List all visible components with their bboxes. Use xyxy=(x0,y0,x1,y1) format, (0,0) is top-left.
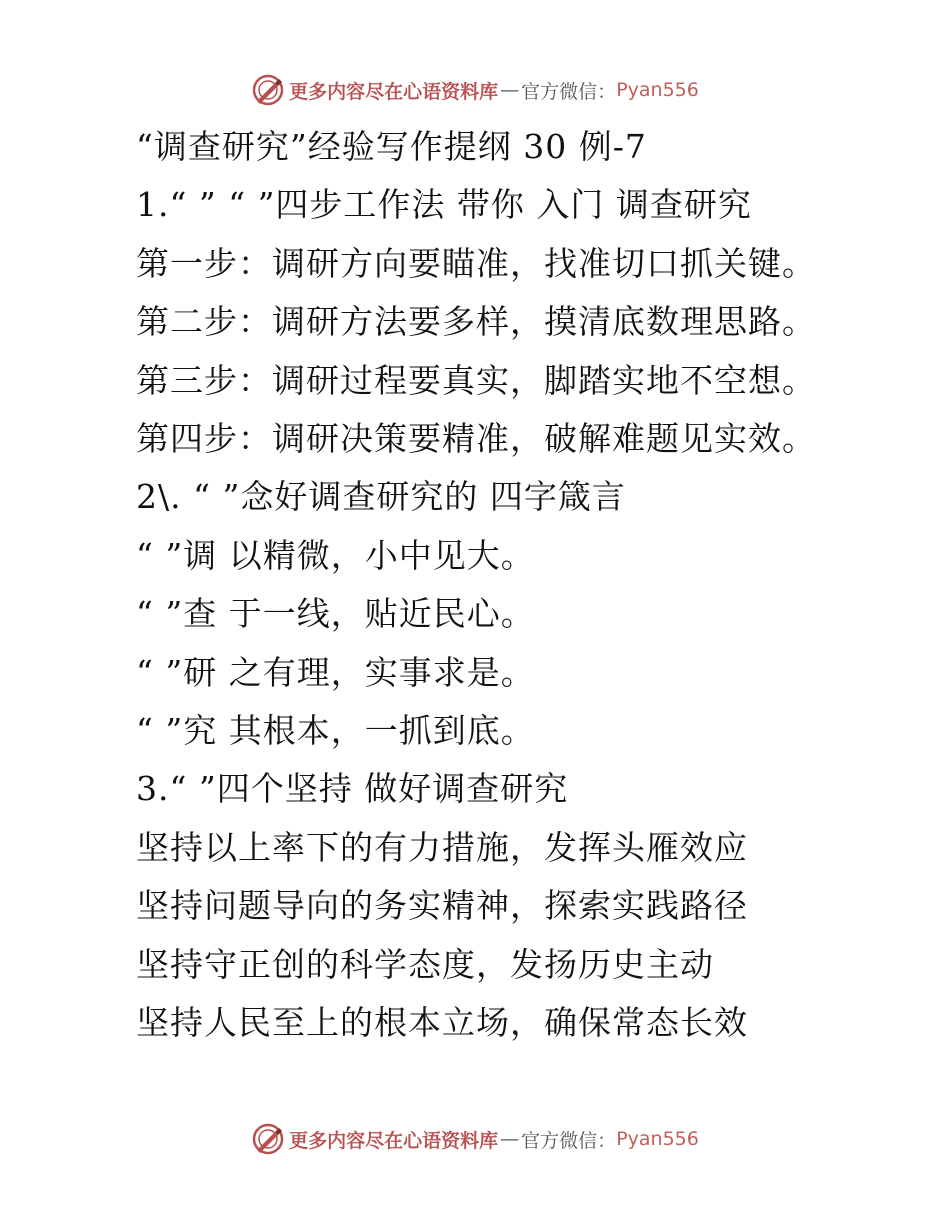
text-line: “ ”研 之有理，实事求是。 xyxy=(136,653,535,692)
watermark-dash: — xyxy=(500,79,520,101)
text-line: 第一步：调研方向要瞄准，找准切口抓关键。 xyxy=(136,244,816,283)
text-line: “ ”调 以精微，小中见大。 xyxy=(136,536,535,575)
watermark-brand: 更多内容尽在心语资料库 xyxy=(289,80,499,103)
watermark-wechat-label: 官方微信： xyxy=(521,80,617,103)
watermark-wechat-label: 官方微信： xyxy=(521,1129,617,1152)
pen-logo-icon xyxy=(251,73,285,107)
text-line: 第三步：调研过程要真实，脚踏实地不空想。 xyxy=(136,361,816,400)
text-line: 第二步：调研方法要多样，摸清底数理思路。 xyxy=(136,302,816,341)
watermark-wechat-id: Pyan556 xyxy=(616,1128,699,1150)
watermark-header xyxy=(0,70,950,110)
text-line: 坚持问题导向的务实精神，探索实践路径 xyxy=(136,886,748,925)
watermark-dash: — xyxy=(500,1128,520,1150)
text-line: “ ”查 于一线，贴近民心。 xyxy=(136,594,535,633)
text-line: 坚持以上率下的有力措施，发挥头雁效应 xyxy=(136,828,748,867)
section-heading-3: 3.“ ”四个坚持 做好调查研究 xyxy=(136,769,569,808)
watermark-brand: 更多内容尽在心语资料库 xyxy=(289,1129,499,1152)
pen-logo-icon xyxy=(251,1122,285,1156)
section-heading-1: 1.“ ” “ ”四步工作法 带你 入门 调查研究 xyxy=(136,185,752,224)
watermark-wechat-id: Pyan556 xyxy=(616,79,699,101)
text-line: “ ”究 其根本，一抓到底。 xyxy=(136,711,535,750)
text-line: 坚持守正创的科学态度，发扬历史主动 xyxy=(136,945,714,984)
section-heading-2: 2\. “ ”念好调查研究的 四字箴言 xyxy=(136,477,626,516)
text-line: 第四步：调研决策要精准，破解难题见实效。 xyxy=(136,419,816,458)
text-line: 坚持人民至上的根本立场，确保常态长效 xyxy=(136,1003,748,1042)
watermark-footer xyxy=(0,1119,950,1159)
document-title: “调查研究”经验写作提纲 30 例-7 xyxy=(136,127,647,166)
